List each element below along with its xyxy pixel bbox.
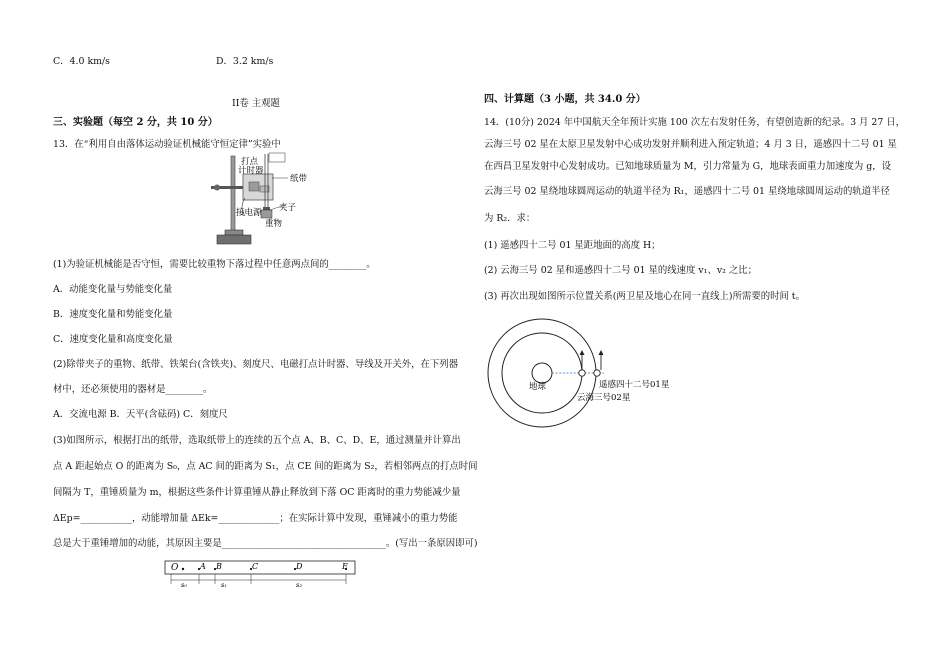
label-earth: 地球 [529, 382, 547, 392]
label-clamp: 夹子 [279, 203, 297, 213]
label-timer-2: 计时器 [238, 166, 264, 176]
q14-line1: 14．(10分) 2024 年中国航天全年预计实施 100 次左右发射任务，有望创造新的纪录。3 月 27 日， [484, 117, 906, 128]
option-c: C．4.0 km/s [53, 56, 110, 67]
q14-sub2: (2) 云海三号 02 星和遥感四十二号 01 星的线速度 v₁、v₂ 之比； [484, 265, 757, 276]
orbit-diagram [485, 316, 670, 428]
tape-label-d: D [296, 562, 303, 571]
q13-intro: 13．在“利用自由落体运动验证机械能守恒定律”实验中 [53, 139, 281, 150]
q14-line5: 为 R₂．求： [484, 213, 536, 224]
q13-part1-option-a: A．动能变化量与势能变化量 [53, 284, 173, 295]
q14-line2: 云海三号 02 星在太原卫星发射中心成功发射并顺利进入预定轨道；4 月 3 日，遥感四十二号 01 星 [484, 139, 897, 150]
q14-line4: 云海三号 02 星绕地球圆周运动的轨道半径为 R₁，遥感四十二号 01 星绕地球圆周运动的轨道半径 [484, 186, 890, 197]
tape-label-c: C [252, 562, 259, 571]
q13-part2-options: A．交流电源 B．天平(含砝码) C．刻度尺 [53, 409, 228, 420]
label-timer-1: 打点 [241, 157, 259, 167]
tape-label-o: O [171, 563, 179, 573]
option-d: D．3.2 km/s [216, 56, 274, 67]
part2-title: II卷 主观题 [232, 98, 280, 109]
label-sat-yaogan: 遥感四十二号01星 [599, 380, 670, 390]
section4-title: 四、计算题（3 小题，共 34.0 分） [484, 94, 646, 105]
q14-sub1: (1) 遥感四十二号 01 星距地面的高度 H； [484, 240, 661, 251]
q13-part2-line1: (2)除带夹子的重物、纸带、铁架台(含铁夹)、刻度尺、电磁打点计时器、导线及开关外，在下列器 [53, 359, 458, 370]
label-sat-yunhai: 云海三号02星 [577, 393, 631, 403]
q13-part1: (1)为验证机械能是否守恒，需要比较重物下落过程中任意两点间的________。 [53, 259, 376, 270]
q13-part1-option-b: B．速度变化量和势能变化量 [53, 309, 173, 320]
tape-label-s0: s₀ [181, 581, 187, 589]
section3-title: 三、实验题（每空 2 分，共 10 分） [53, 117, 218, 128]
q13-part3-line4: ΔEp=___________，动能增加量 ΔEk=_____________；在实际计算中发现，重锤减小的重力势能 [53, 513, 458, 524]
q13-part3-line3: 间隔为 T，重锤质量为 m，根据这些条件计算重锤从静止释放到下落 OC 距离时的重力势能减少量 [53, 487, 461, 498]
tape-label-e: E [342, 562, 348, 571]
q13-part2-line2: 材中，还必须使用的器材是________。 [53, 384, 213, 395]
q13-part3-line2: 点 A 距起始点 O 的距离为 S₀，点 AC 间的距离为 S₁，点 CE 间的距离为 S₂，若相邻两点的打点时间 [53, 461, 478, 472]
label-power: 接电源 [236, 208, 262, 218]
tape-label-s2: s₂ [296, 581, 302, 589]
tape-label-s1: s₁ [221, 581, 227, 589]
paper-tape-figure [163, 558, 359, 588]
q13-part3-line1: (3)如图所示，根据打出的纸带，选取纸带上的连续的五个点 A、B、C、D、E，通过测量并计算出 [53, 435, 461, 446]
label-weight: 重物 [265, 219, 283, 229]
tape-label-b: B [216, 562, 222, 571]
q14-line3: 在西昌卫星发射中心发射成功。已知地球质量为 M，引力常量为 G，地球表面重力加速度为 g，设 [484, 161, 892, 172]
apparatus-figure [205, 150, 335, 252]
q13-part3-line5: 总是大于重锤增加的动能，其原因主要是___________________________________。(写出一条原因即可) [53, 538, 478, 549]
q13-part1-option-c: C．速度变化量和高度变化量 [53, 334, 173, 345]
label-tape: 纸带 [290, 174, 308, 184]
tape-label-a: A [200, 562, 206, 571]
q14-sub3: (3) 再次出现如图所示位置关系(两卫星及地心在同一直线上)所需要的时间 t。 [484, 291, 805, 302]
